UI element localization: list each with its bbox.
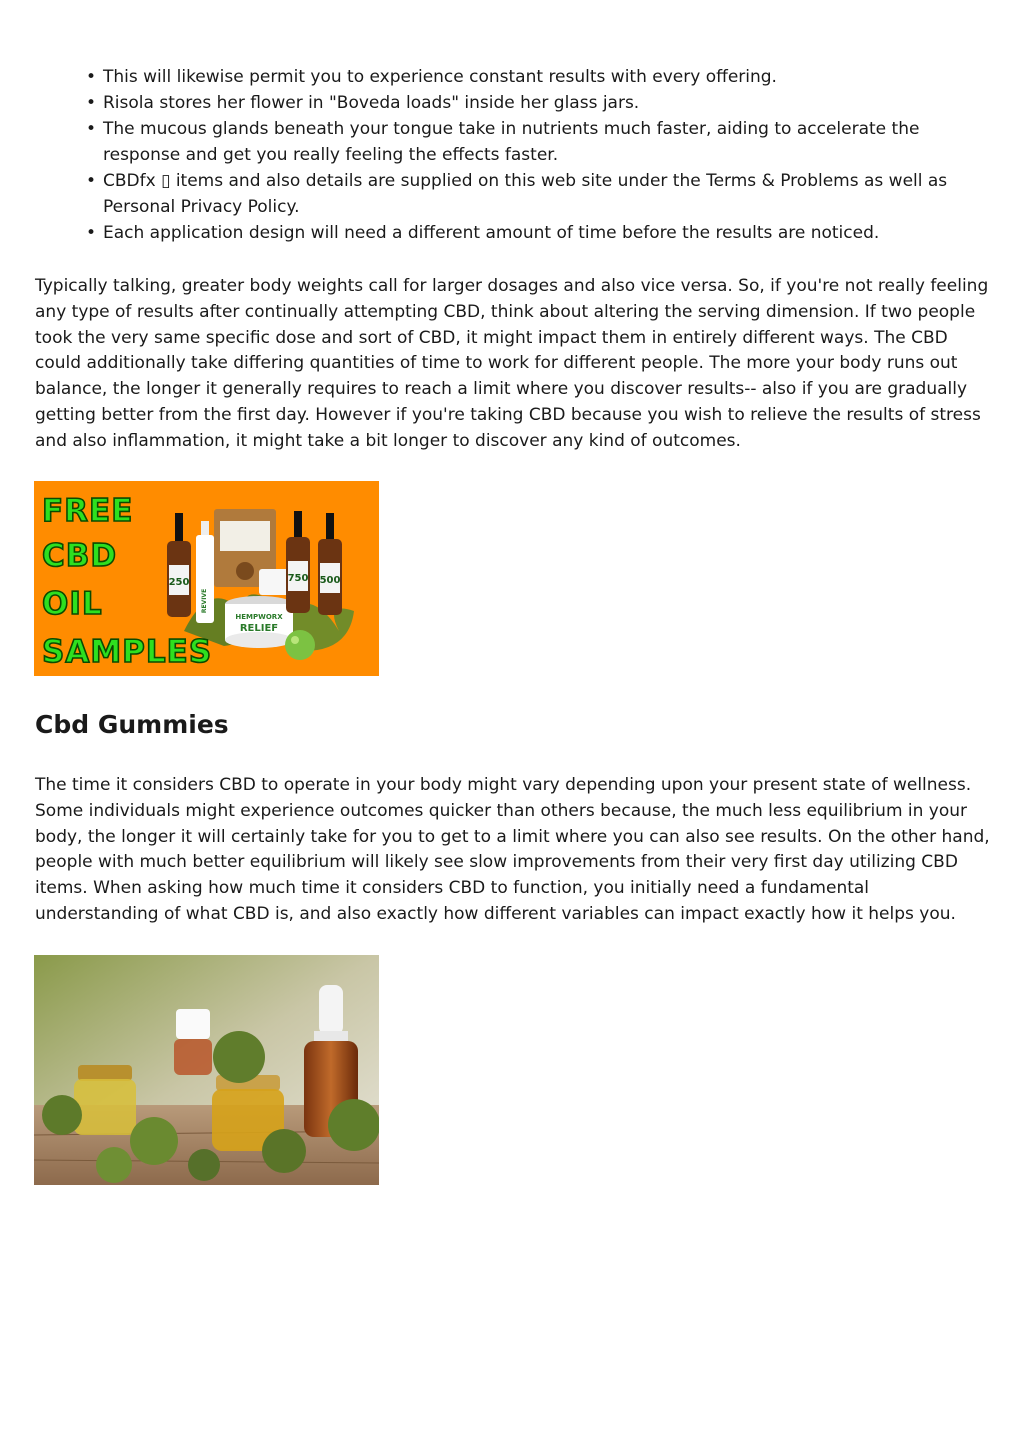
bottle-label-250: 250 <box>168 577 190 588</box>
bottle-label-750: 750 <box>287 573 309 584</box>
cbd-oil-bottles-photo <box>34 955 379 1185</box>
bottle-label-500: 500 <box>319 575 341 586</box>
body-paragraph: The time it considers CBD to operate in your body might vary depending upon your present state of wellness. Some individuals might experience outcomes quicker than others because, the much less equilibrium in your body, the longer it will certainly take for you to get to a limit where you can also see results. On the other hand, people with much better equilibrium will likely see slow improvements from their very first day utilizing CBD items. When asking how much time it considers CBD to function, you initially need a fundamental understanding of what CBD is, and also exactly how different variables can impact exactly how it helps you. <box>35 775 990 924</box>
bullet-list <box>86 64 986 246</box>
jar-brand: HEMPWORX <box>235 613 283 621</box>
promo-line-samples: SAMPLES <box>42 634 213 670</box>
list-item: • This will likewise permit you to experience constant results with every offering. <box>86 64 986 90</box>
free-cbd-samples-image <box>34 481 379 676</box>
list-item: • Each application design will need a different amount of time before the results are noticed. <box>86 220 986 246</box>
promo-line-cbd: CBD <box>42 538 118 574</box>
section-heading: Cbd Gummies <box>35 710 229 739</box>
bottle-label-revive: REVIVE <box>201 588 208 614</box>
list-item: • CBDfx ▯ items and also details are supplied on this web site under the Terms & Problems as well as Personal Privacy Policy. <box>86 168 986 220</box>
promo-line-free: FREE <box>42 493 134 529</box>
list-item: • The mucous glands beneath your tongue take in nutrients much faster, aiding to accelerate the response and get you really feeling the effects faster. <box>86 116 986 168</box>
body-paragraph: Typically talking, greater body weights call for larger dosages and also vice versa. So, if you're not really feeling any type of results after continually attempting CBD, think about altering the serving dimension. If two people took the very same specific dose and sort of CBD, it might impact them in entirely different ways. The CBD could additionally take differing quantities of time to work for different people. The more your body runs out balance, the longer it generally requires to reach a limit where you discover results-- also if you are gradually getting better from the first day. However if you're taking CBD because you wish to relieve the results of stress and also inflammation, it might take a bit longer to discover any kind of outcomes. <box>35 276 989 451</box>
list-item: • Risola stores her flower in "Boveda loads" inside her glass jars. <box>86 90 986 116</box>
jar-label-relief: RELIEF <box>239 623 279 634</box>
promo-line-oil: OIL <box>42 586 103 622</box>
